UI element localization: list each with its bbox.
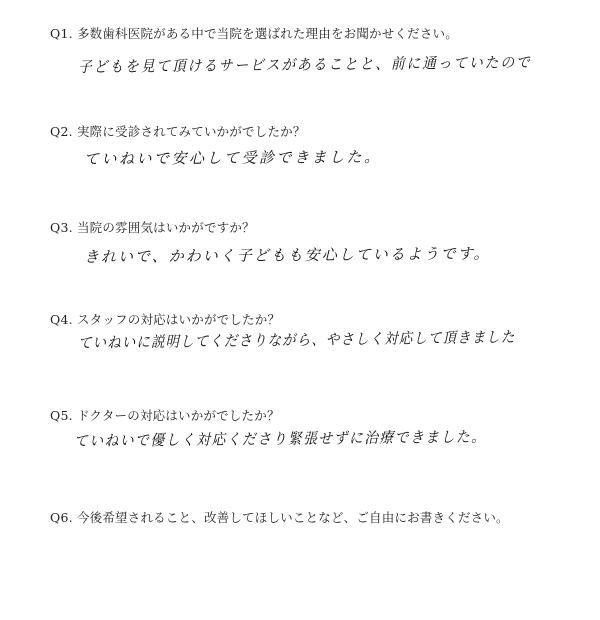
handwritten-answer-2: ていねいで安心して受診できました。: [83, 147, 382, 168]
handwritten-answer-5: ていねいで優しく対応くださり緊張せずに治療できました。: [73, 427, 487, 450]
question-text-4: Q4. スタッフの対応はいかがでしたか？: [50, 312, 281, 327]
question-text-1: Q1. 多数歯科医院がある中で当院を選ばれた理由をお聞かせください。: [50, 26, 458, 41]
handwritten-answer-3: きれいで、かわいく子どもも安心しているようです。: [83, 244, 491, 266]
question-text-3: Q3. 当院の雰囲気はいかがですか？: [50, 220, 255, 235]
question-text-6: Q6. 今後希望されること、改善してほしいことなど、ご自由にお書きください。: [50, 510, 509, 525]
question-text-2: Q2. 実際に受診されてみていかがでしたか？: [50, 124, 306, 139]
handwritten-answer-4: ていねいに説明してくださりながら、やさしく対応して頂きました: [77, 327, 516, 352]
question-text-5: Q5. ドクターの対応はいかがでしたか？: [50, 408, 280, 423]
handwritten-answer-1: 子どもを見て頂けるサービスがあることと、前に通っていたので: [77, 53, 532, 76]
